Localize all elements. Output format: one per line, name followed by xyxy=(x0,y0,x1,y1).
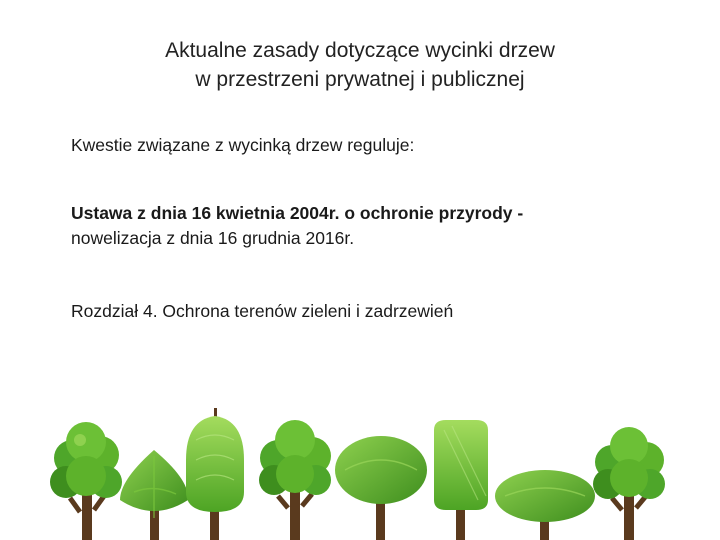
slide-title xyxy=(0,36,720,94)
tree-icon xyxy=(50,422,122,540)
intro-text: Kwestie związane z wycinką drzew reguluje: xyxy=(71,135,415,155)
act-amendment: nowelizacja z dnia 16 grudnia 2016r. xyxy=(71,228,355,248)
tree-icon xyxy=(335,436,427,540)
title-line-2: w przestrzeni prywatnej i publicznej xyxy=(195,68,525,91)
trees-illustration xyxy=(0,400,720,540)
act-title: Ustawa z dnia 16 kwietnia 2004r. o ochronie przyrody - xyxy=(71,203,524,223)
act-paragraph xyxy=(71,201,671,251)
tree-icon xyxy=(434,420,488,540)
tree-icon xyxy=(593,427,665,540)
tree-icon xyxy=(120,450,188,540)
tree-icon xyxy=(495,470,595,540)
tree-icon xyxy=(186,408,244,540)
chapter-text: Rozdział 4. Ochrona terenów zieleni i zadrzewień xyxy=(71,301,454,321)
tree-icon xyxy=(259,420,331,540)
title-line-1: Aktualne zasady dotyczące wycinki drzew xyxy=(165,39,555,62)
